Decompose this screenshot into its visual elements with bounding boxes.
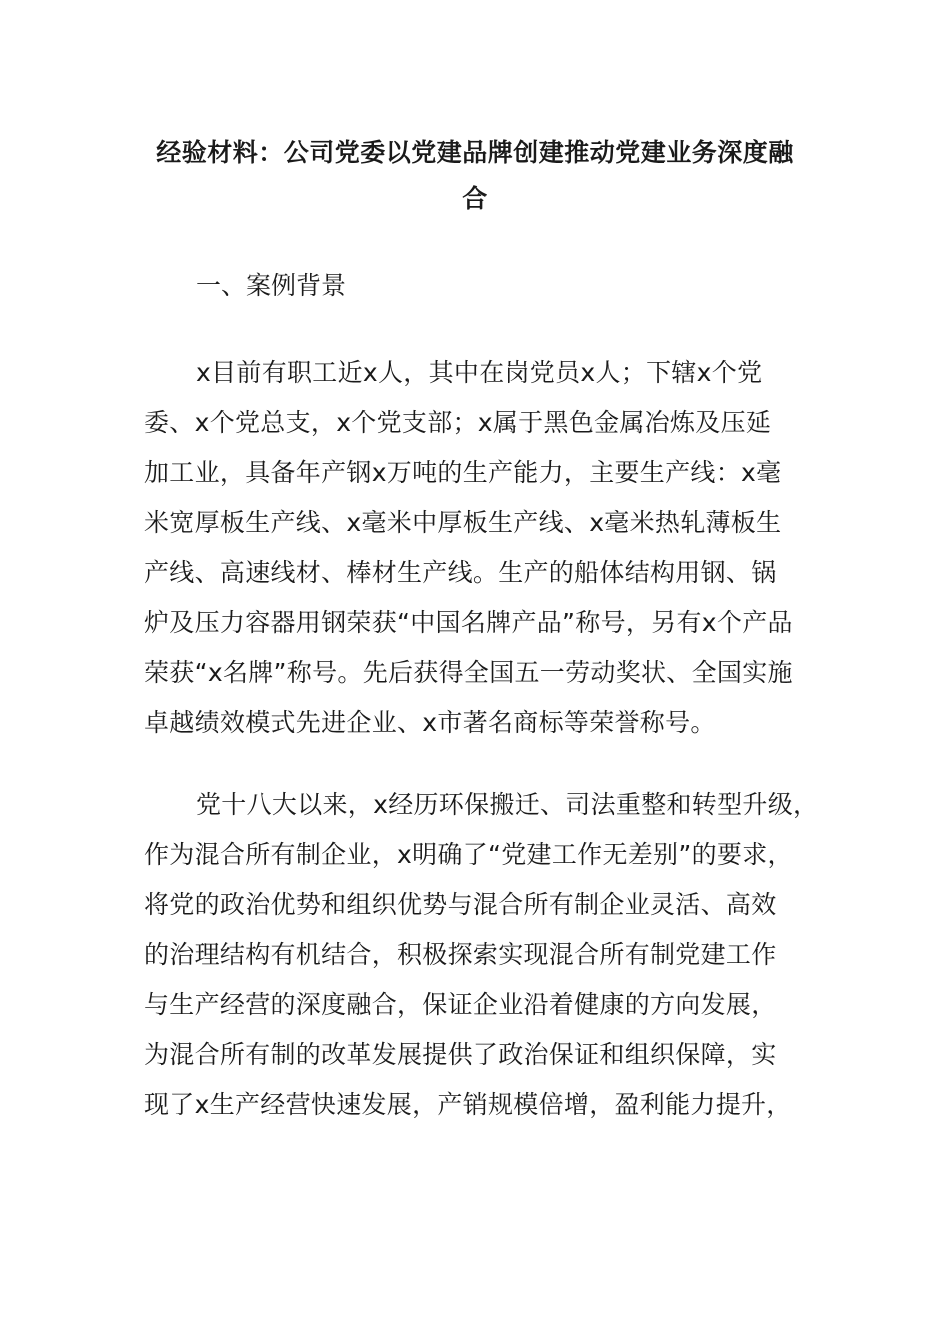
paragraph-development bbox=[144, 780, 834, 1130]
paragraph-line: 与生产经营的深度融合，保证企业沿着健康的方向发展， bbox=[144, 990, 777, 1019]
paragraph-line: 的治理结构有机结合，积极探索实现混合所有制党建工作 bbox=[144, 940, 777, 969]
paragraph-line: x目前有职工近x人，其中在岗党员x人；下辖x个党 bbox=[196, 358, 763, 387]
paragraph-line: 作为混合所有制企业，x明确了“党建工作无差别”的要求， bbox=[144, 840, 793, 869]
paragraph-line: 荣获“x名牌”称号。先后获得全国五一劳动奖状、全国实施 bbox=[144, 658, 793, 687]
document-title bbox=[140, 130, 810, 222]
paragraph-line: 为混合所有制的改革发展提供了政治保证和组织保障，实 bbox=[144, 1040, 777, 1069]
section-heading: 一、案例背景 bbox=[196, 271, 347, 300]
title-line-1: 经验材料：公司党委以党建品牌创建推动党建业务深度融 bbox=[156, 138, 794, 167]
paragraph-line: 现了x生产经营快速发展，产销规模倍增，盈利能力提升， bbox=[144, 1090, 792, 1119]
paragraph-background bbox=[144, 348, 834, 748]
paragraph-line: 党十八大以来，x经历环保搬迁、司法重整和转型升级， bbox=[196, 790, 819, 819]
paragraph-line: 委、x个党总支，x个党支部；x属于黑色金属冶炼及压延 bbox=[144, 408, 772, 437]
paragraph-line: 加工业，具备年产钢x万吨的生产能力，主要生产线：x毫 bbox=[144, 458, 782, 487]
paragraph-line: 产线、高速线材、棒材生产线。生产的船体结构用钢、锅 bbox=[144, 558, 777, 587]
paragraph-line: 卓越绩效模式先进企业、x市著名商标等荣誉称号。 bbox=[144, 708, 716, 737]
title-line-2: 合 bbox=[462, 184, 488, 213]
paragraph-line: 将党的政治优势和组织优势与混合所有制企业灵活、高效 bbox=[144, 890, 777, 919]
paragraph-line: 米宽厚板生产线、x毫米中厚板生产线、x毫米热轧薄板生 bbox=[144, 508, 782, 537]
paragraph-line: 炉及压力容器用钢荣获“中国名牌产品”称号，另有x个产品 bbox=[144, 608, 793, 637]
